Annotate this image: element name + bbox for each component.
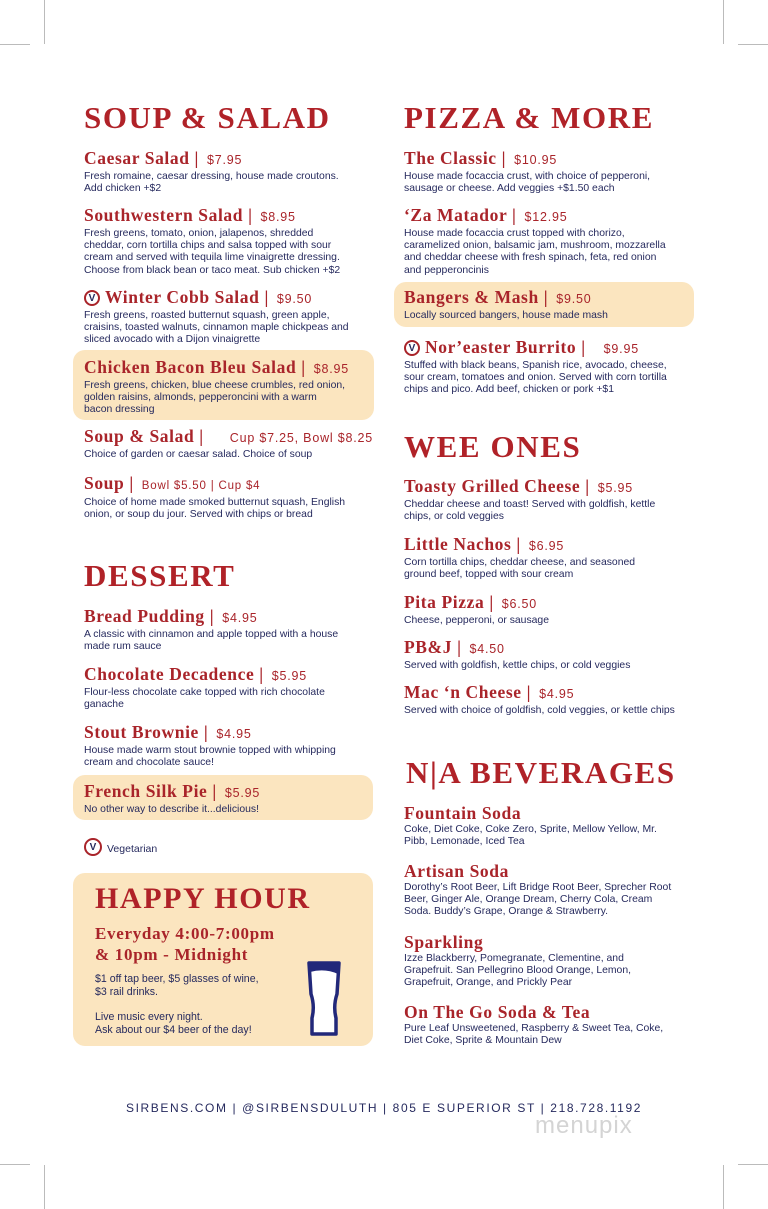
section-heading-wee-ones: WEE ONES xyxy=(404,429,582,464)
item-description: Coke, Diet Coke, Coke Zero, Sprite, Mellow Yellow, Mr. Pibb, Lemonade, Iced Tea xyxy=(404,824,657,848)
beer-glass-icon xyxy=(305,960,343,1038)
footer-contact: SIRBENS.COM | @SIRBENSDULUTH | 805 E SUPERIOR ST | 218.728.1192 xyxy=(125,1101,643,1115)
item-name: Artisan Soda xyxy=(404,861,509,881)
item-price: $4.95 xyxy=(222,611,258,625)
item-price: $4.95 xyxy=(216,727,252,741)
item-description: Cheese, pepperoni, or sausage xyxy=(404,615,549,626)
menu-item xyxy=(404,682,704,717)
item-price: $5.95 xyxy=(597,481,633,495)
menu-item xyxy=(404,205,704,277)
menu-item xyxy=(84,205,384,277)
item-price: Cup $7.25, Bowl $8.25 xyxy=(229,431,374,445)
item-price: $10.95 xyxy=(514,153,558,167)
item-description: Izze Blackberry, Pomegranate, Clementine, and Grapefruit. San Pellegrino Blood Orange, Lemon, Grapefruit, Orange, and Prickly Pear xyxy=(404,953,631,989)
item-description: Flour-less chocolate cake topped with rich chocolate ganache xyxy=(84,687,325,711)
menu-item xyxy=(404,932,704,990)
crop-mark xyxy=(44,1165,45,1209)
item-name: Bread Pudding | xyxy=(84,606,214,626)
item-price: Bowl $5.50 | Cup $4 xyxy=(141,480,261,492)
menu-item xyxy=(84,664,384,711)
happy-hour-title: HAPPY HOUR xyxy=(95,882,311,915)
menu-item xyxy=(84,426,384,461)
section-heading-soup-salad: SOUP & SALAD xyxy=(84,100,331,135)
item-description: A classic with cinnamon and apple topped with a house made rum sauce xyxy=(84,629,339,653)
item-description: Stuffed with black beans, Spanish rice, avocado, cheese, sour cream, tomatoes and onion. Served with corn tortilla chips and pico. Add beef, chicken or pork +$1 xyxy=(404,360,667,396)
section-heading-dessert: DESSERT xyxy=(84,558,236,593)
vegetarian-icon: V xyxy=(84,290,100,306)
happy-hour-deals: $1 off tap beer, $5 glasses of wine, $3 rail drinks. xyxy=(95,973,259,998)
menu-item xyxy=(404,476,704,523)
item-description: Choice of home made smoked butternut squash, English onion, or soup du jour. Served with chips or bread xyxy=(84,497,346,521)
item-name: Soup | xyxy=(84,473,134,493)
crop-mark xyxy=(723,1165,724,1209)
item-description: Fresh greens, roasted butternut squash, green apple, craisins, toasted walnuts, cinnamon maple chickpeas and sliced avocado with a Dijon vinaigrette xyxy=(84,310,349,346)
item-price: $12.95 xyxy=(524,210,568,224)
menu-item xyxy=(404,592,704,627)
item-name: Stout Brownie | xyxy=(84,722,208,742)
menu-item xyxy=(404,803,704,848)
menu-item xyxy=(404,534,704,581)
item-name: On The Go Soda & Tea xyxy=(404,1002,591,1022)
crop-mark xyxy=(723,0,724,44)
item-price: $9.50 xyxy=(276,292,313,306)
item-name: Little Nachos | xyxy=(404,534,521,554)
item-description: Locally sourced bangers, house made mash xyxy=(404,310,608,321)
item-name: Caesar Salad | xyxy=(84,148,199,168)
menu-item xyxy=(84,722,384,769)
menu-item xyxy=(404,337,704,397)
menu-item xyxy=(404,637,704,672)
menu-item xyxy=(404,1002,704,1047)
item-name: Fountain Soda xyxy=(404,803,522,823)
menu-item xyxy=(84,473,384,521)
item-price: $4.95 xyxy=(539,687,575,701)
item-name: Chicken Bacon Bleu Salad | xyxy=(84,357,306,377)
item-name: ‘Za Matador | xyxy=(404,205,516,225)
item-name: Soup & Salad | xyxy=(84,426,204,446)
item-description: Served with goldfish, kettle chips, or cold veggies xyxy=(404,660,631,671)
item-description: Fresh greens, tomato, onion, jalapenos, shredded cheddar, corn tortilla chips and salsa topped with sour cream and served with tequila lime vinaigrette dressing. Choose from black bean or taco meat. Sub chicken +$2 xyxy=(84,228,341,276)
menu-item xyxy=(84,148,384,195)
menu-item xyxy=(84,606,384,653)
item-name: Pita Pizza | xyxy=(404,592,494,612)
item-price: $9.50 xyxy=(556,292,592,306)
section-heading-pizza-more: PIZZA & MORE xyxy=(404,100,654,135)
menu-item xyxy=(84,287,384,347)
item-price: $4.50 xyxy=(469,642,505,656)
item-name: Bangers & Mash | xyxy=(404,287,548,307)
item-name: Winter Cobb Salad | xyxy=(105,287,269,307)
item-price: $9.95 xyxy=(603,342,639,356)
item-name: French Silk Pie | xyxy=(84,781,217,801)
crop-mark xyxy=(0,44,30,45)
crop-mark xyxy=(0,1164,30,1165)
happy-hour-times: Everyday 4:00-7:00pm & 10pm - Midnight xyxy=(95,924,275,964)
item-name: Nor’easter Burrito | xyxy=(425,337,586,357)
item-description: Fresh greens, chicken, blue cheese crumbles, red onion, golden raisins, almonds, pepperoncini with a warm bacon dressing xyxy=(84,380,346,416)
item-description: No other way to describe it...delicious! xyxy=(84,804,259,815)
crop-mark xyxy=(738,1164,768,1165)
item-name: Chocolate Decadence | xyxy=(84,664,264,684)
crop-mark xyxy=(44,0,45,44)
crop-mark xyxy=(738,44,768,45)
item-price: $7.95 xyxy=(207,153,243,167)
item-name: Sparkling xyxy=(404,932,484,952)
item-description: Fresh romaine, caesar dressing, house made croutons. Add chicken +$2 xyxy=(84,171,339,195)
item-name: PB&J | xyxy=(404,637,462,657)
item-price: $6.95 xyxy=(528,539,565,553)
item-description: Pure Leaf Unsweetened, Raspberry & Sweet Tea, Coke, Diet Coke, Sprite & Mountain Dew xyxy=(404,1023,664,1047)
menu-item xyxy=(404,861,704,919)
item-name: The Classic | xyxy=(404,148,506,168)
menu-item xyxy=(84,357,384,417)
item-price: $5.95 xyxy=(224,786,261,800)
menu-item xyxy=(404,148,704,195)
item-description: House made warm stout brownie topped with whipping cream and chocolate sauce! xyxy=(84,745,336,769)
item-description: Cheddar cheese and toast! Served with goldfish, kettle chips, or cold veggies xyxy=(404,499,656,523)
item-name: Toasty Grilled Cheese | xyxy=(404,476,590,496)
item-name: Southwestern Salad | xyxy=(84,205,253,225)
item-description: House made focaccia crust, with choice of pepperoni, sausage or cheese. Add veggies +$1.50 each xyxy=(404,171,651,195)
item-price: $8.95 xyxy=(313,362,350,376)
item-description: Served with choice of goldfish, cold veggies, or kettle chips xyxy=(404,705,675,716)
item-description: House made focaccia crust topped with chorizo, caramelized onion, balsamic jam, mushroom, mozzarella and cheddar cheese with fresh spinach, feta, red onion and pepperoncinis xyxy=(404,228,666,276)
menu-item xyxy=(404,287,704,322)
vegetarian-legend xyxy=(84,838,157,856)
legend-label: Vegetarian xyxy=(107,843,158,855)
menu-item xyxy=(84,781,384,816)
item-price: $5.95 xyxy=(271,669,308,683)
vegetarian-icon: V xyxy=(84,838,102,856)
section-heading-beverages: N|A BEVERAGES xyxy=(406,755,676,790)
happy-hour-extras: Live music every night. Ask about our $4 beer of the day! xyxy=(95,1011,252,1036)
item-price: $6.50 xyxy=(501,597,538,611)
vegetarian-icon: V xyxy=(404,340,420,356)
item-name: Mac ‘n Cheese | xyxy=(404,682,531,702)
item-price: $8.95 xyxy=(260,210,296,224)
item-description: Corn tortilla chips, cheddar cheese, and seasoned ground beef, topped with sour cream xyxy=(404,557,636,581)
item-description: Choice of garden or caesar salad. Choice of soup xyxy=(84,449,313,460)
watermark: menupix xyxy=(535,1112,633,1139)
item-description: Dorothy’s Root Beer, Lift Bridge Root Beer, Sprecher Root Beer, Ginger Ale, Orange Dream, Cherry Cola, Cream Soda. Buddy’s Grape, Orange & Strawberry. xyxy=(404,882,672,918)
